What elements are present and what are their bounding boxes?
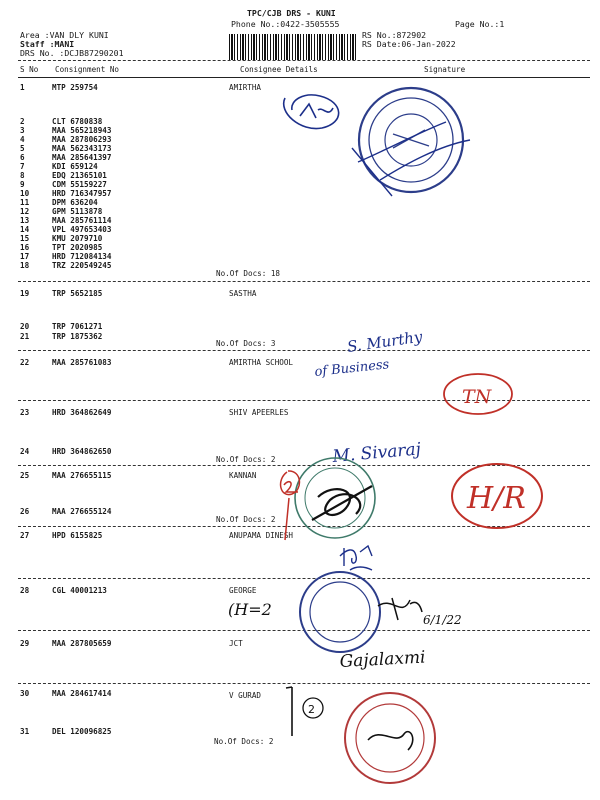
row-sno: 2 [20, 117, 25, 126]
consignment-no: TPT 2020985 [52, 243, 103, 252]
row-sno: 26 [20, 507, 30, 516]
row-sno: 12 [20, 207, 30, 216]
divider [18, 400, 590, 401]
consignment-no: TRP 1875362 [52, 332, 103, 341]
tn-mark [444, 374, 512, 414]
signature-5 [378, 598, 422, 620]
consignment-no: MAA 287806293 [52, 135, 112, 144]
drs-number: DRS No. :DCJB87290201 [20, 48, 124, 58]
row-sno: 3 [20, 126, 25, 135]
consignment-no: MAA 562343173 [52, 144, 112, 153]
divider [18, 350, 590, 351]
signature-6 [368, 732, 413, 750]
consignment-no: MAA 276655124 [52, 507, 112, 516]
handwriting-sivaraj: M. Sivaraj [331, 439, 422, 467]
divider [18, 281, 590, 282]
row-sno: 4 [20, 135, 25, 144]
signature-2 [352, 122, 470, 196]
divider [18, 60, 590, 61]
consignment-no: VPL 497653403 [52, 225, 112, 234]
area-label: Area :VAN DLY KUNI [20, 30, 109, 40]
consignment-no: MAA 276655115 [52, 471, 112, 480]
consignment-no: HRD 716347957 [52, 189, 112, 198]
row-sno: 23 [20, 408, 30, 417]
row-sno: 31 [20, 727, 30, 736]
row-sno: 9 [20, 180, 25, 189]
page-number: Page No.:1 [455, 19, 505, 29]
consignment-no: HRD 364862650 [52, 447, 112, 456]
row-sno: 10 [20, 189, 30, 198]
consignment-no: TRP 5652185 [52, 289, 103, 298]
signature-1 [284, 95, 339, 129]
row-sno: 17 [20, 252, 30, 261]
george-seal-stamp [300, 572, 380, 652]
row-sno: 6 [20, 153, 25, 162]
consignment-no: CGL 40001213 [52, 586, 107, 595]
row-sno: 27 [20, 531, 30, 540]
svg-text:TN: TN [462, 386, 492, 408]
col-consignee: Consignee Details [240, 65, 318, 74]
docs-count: No.Of Docs: 3 [216, 339, 276, 348]
divider [18, 578, 590, 579]
consignment-no: HPD 6155825 [52, 531, 103, 540]
signature-3 [312, 486, 372, 520]
row-sno: 28 [20, 586, 30, 595]
row-sno: 15 [20, 234, 30, 243]
row-sno: 25 [20, 471, 30, 480]
consignment-no: MAA 285761114 [52, 216, 112, 225]
row-sno: 30 [20, 689, 30, 698]
handwriting-date: 6/1/22 [423, 613, 462, 627]
row-sno: 14 [20, 225, 30, 234]
row-sno: 7 [20, 162, 25, 171]
consignment-no: HRD 712084134 [52, 252, 112, 261]
consignment-no: CLT 6780838 [52, 117, 103, 126]
bracket-mark [286, 687, 292, 736]
consignment-no: MAA 285641397 [52, 153, 112, 162]
signature-4 [340, 546, 372, 570]
guard-seal-stamp [345, 693, 435, 783]
row-sno: 20 [20, 322, 30, 331]
row-sno: 29 [20, 639, 30, 648]
consignment-no: MAA 285761083 [52, 358, 112, 367]
row-sno: 18 [20, 261, 30, 270]
row-sno: 22 [20, 358, 30, 367]
consignment-no: TRZ 220549245 [52, 261, 112, 270]
red-two-mark [281, 471, 300, 540]
docs-count: No.Of Docs: 2 [216, 515, 276, 524]
handwriting-s-murthy: S. Murthy [346, 327, 424, 356]
consignee-name: AMIRTHA SCHOOL [229, 358, 294, 367]
row-sno: 8 [20, 171, 25, 180]
consignee-name: SASTHA [229, 289, 257, 298]
consignment-no: GPM 5113878 [52, 207, 103, 216]
consignment-no: MAA 284617414 [52, 689, 112, 698]
consignee-name: V GURAD [229, 691, 262, 700]
rs-number: RS No.:872902 [362, 30, 427, 40]
col-signature: Signature [424, 65, 466, 74]
row-sno: 5 [20, 144, 25, 153]
consignment-no: TRP 7061271 [52, 322, 103, 331]
handwriting-of-business: of Business [313, 357, 390, 380]
hr-mark [452, 464, 542, 528]
two-circle-mark [303, 698, 323, 718]
docs-count: No.Of Docs: 2 [214, 737, 274, 746]
row-sno: 16 [20, 243, 30, 252]
svg-text:H/R: H/R [467, 481, 526, 516]
divider [18, 465, 590, 466]
handwriting-jct: Gajalaxmi [339, 647, 426, 672]
consignment-no: DEL 120096825 [52, 727, 112, 736]
consignment-no: KDI 659124 [52, 162, 98, 171]
svg-text:2: 2 [308, 703, 315, 716]
consignment-no: MAA 287805659 [52, 639, 112, 648]
rs-date: RS Date:06-Jan-2022 [362, 39, 456, 49]
col-consignment: Consignment No [55, 65, 120, 74]
row-sno: 24 [20, 447, 30, 456]
docs-count: No.Of Docs: 18 [216, 269, 281, 278]
consignment-no: EDQ 21365101 [52, 171, 107, 180]
divider [18, 77, 590, 78]
col-sno: S No [20, 65, 39, 74]
docs-count: No.Of Docs: 2 [216, 455, 276, 464]
consignment-no: CDM 55159227 [52, 180, 107, 189]
row-sno: 19 [20, 289, 30, 298]
consignee-name: JCT [229, 639, 243, 648]
row-sno: 11 [20, 198, 30, 207]
divider [18, 630, 590, 631]
consignee-name: ANUPAMA DINESH [229, 531, 294, 540]
consignment-no: MAA 565218943 [52, 126, 112, 135]
phone-number: Phone No.:0422-3505555 [231, 19, 340, 29]
handwriting-ct-mark: (H=2 [228, 600, 272, 619]
consignment-no: HRD 364862649 [52, 408, 112, 417]
consignment-no: KMU 2079710 [52, 234, 103, 243]
divider [18, 683, 590, 684]
consignment-no: MTP 259754 [52, 83, 98, 92]
consignee-name: KANNAN [229, 471, 257, 480]
staff-label: Staff :MANI [20, 39, 75, 49]
consignee-name: GEORGE [229, 586, 257, 595]
consignment-no: DPM 636204 [52, 198, 98, 207]
consignee-name: SHIV APEERLES [229, 408, 289, 417]
row-sno: 1 [20, 83, 25, 92]
consignee-name: AMIRTHA [229, 83, 262, 92]
barcode [229, 34, 357, 60]
divider [18, 526, 590, 527]
row-sno: 21 [20, 332, 30, 341]
drs-title: TPC/CJB DRS - KUNI [247, 8, 336, 18]
amrita-seal-stamp [359, 88, 463, 192]
row-sno: 13 [20, 216, 30, 225]
